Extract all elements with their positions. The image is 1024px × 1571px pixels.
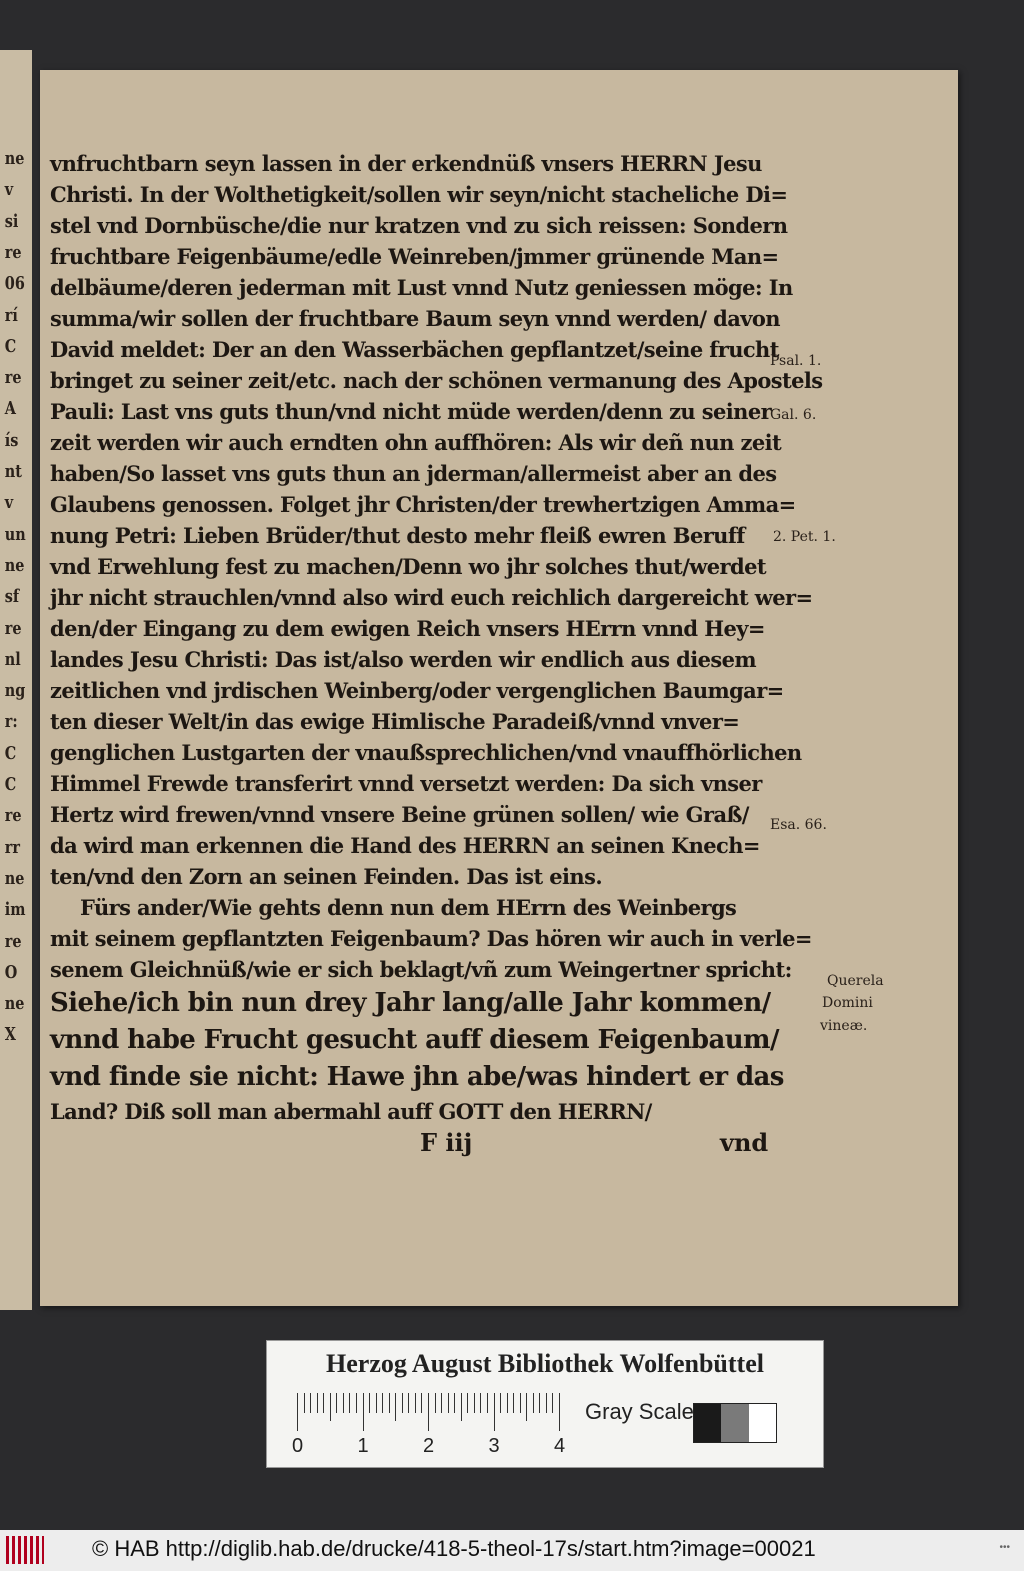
- adjacent-page-fragment: ne: [4, 993, 25, 1015]
- ruler-tick: [539, 1393, 540, 1413]
- ruler-tick: [297, 1393, 298, 1431]
- viewer-footer: [0, 1530, 1024, 1571]
- source-url[interactable]: © HAB http://diglib.hab.de/drucke/418-5-theol-17s/start.htm?image=00021: [92, 1536, 816, 1561]
- adjacent-page-fragment: re: [4, 367, 22, 389]
- adjacent-page-fragment: v: [4, 179, 14, 201]
- marginal-note-domini: Domini: [822, 995, 873, 1011]
- marginal-note-esa: Esa. 66.: [770, 817, 827, 833]
- ruler-tick: [441, 1393, 442, 1413]
- swatch-light: [749, 1404, 776, 1442]
- text-line: David meldet: Der an den Wasserbächen gepflantzet/seine frucht: [50, 337, 779, 362]
- adjacent-page-fragment: sf: [4, 586, 20, 608]
- adjacent-page-fragment: C: [4, 335, 17, 357]
- ruler-tick: [330, 1393, 331, 1421]
- ruler-tick: [435, 1393, 436, 1413]
- text-line: ten/vnd den Zorn an seinen Feinden. Das ist eins.: [50, 864, 603, 889]
- hab-logo-icon: [6, 1536, 44, 1564]
- ruler-tick: [480, 1393, 481, 1413]
- adjacent-page-edge: [0, 50, 32, 1310]
- ruler-tick: [336, 1393, 337, 1413]
- ruler-tick: [461, 1393, 462, 1421]
- ruler-tick: [395, 1393, 396, 1421]
- scale-ruler: [292, 1393, 566, 1457]
- ruler-tick: [317, 1393, 318, 1413]
- library-color-label: [266, 1340, 824, 1468]
- marginal-note-pet: 2. Pet. 1.: [773, 529, 836, 545]
- ruler-tick: [500, 1393, 501, 1413]
- ruler-tick: [448, 1393, 449, 1413]
- ruler-tick: [363, 1393, 364, 1431]
- ruler-tick: [389, 1393, 390, 1413]
- ruler-number: 0: [292, 1435, 304, 1457]
- text-line: mit seinem gepflantzten Feigenbaum? Das hören wir auch in verle=: [50, 926, 812, 951]
- marginal-note-psal: Psal. 1.: [770, 353, 822, 369]
- ruler-tick: [310, 1393, 311, 1413]
- adjacent-page-fragment: un: [4, 523, 26, 545]
- ruler-tick: [415, 1393, 416, 1413]
- adjacent-page-fragment: nl: [4, 648, 21, 670]
- ruler-number: 4: [554, 1435, 566, 1457]
- adjacent-page-fragment: ne: [4, 148, 25, 169]
- signature-mark: F iij: [420, 1128, 473, 1157]
- text-line: vnd finde sie nicht: Hawe jhn abe/was hindert er das: [50, 1062, 784, 1092]
- ruler-tick: [520, 1393, 521, 1413]
- ruler-tick: [533, 1393, 534, 1413]
- ruler-tick: [513, 1393, 514, 1413]
- ruler-tick: [494, 1393, 495, 1431]
- adjacent-page-fragment: ng: [4, 680, 26, 702]
- adjacent-page-fragment: X: [4, 1024, 16, 1046]
- adjacent-page-fragment: ís: [4, 429, 19, 451]
- text-line: haben/So lasset vns guts thun an jderman/allermeist aber an des: [50, 461, 777, 486]
- signature-line: [50, 1127, 780, 1159]
- ruler-tick: [402, 1393, 403, 1413]
- adjacent-page-fragment: re: [4, 930, 22, 952]
- gray-scale-label: Gray Scale: [585, 1399, 694, 1424]
- text-line: vnnd habe Frucht gesucht auff diesem Feigenbaum/: [50, 1025, 779, 1055]
- library-name: Herzog August Bibliothek Wolfenbüttel: [326, 1349, 764, 1378]
- swatch-dark: [694, 1404, 721, 1442]
- text-line: Christi. In der Wolthetigkeit/sollen wir seyn/nicht stacheliche Di=: [50, 182, 788, 207]
- text-line: senem Gleichnüß/wie er sich beklagt/vñ zum Weingertner spricht:: [50, 957, 792, 982]
- ruler-tick: [546, 1393, 547, 1413]
- swatch-mid: [721, 1404, 748, 1442]
- text-line: nung Petri: Lieben Brüder/thut desto mehr fleiß ewren Beruff: [50, 523, 745, 548]
- text-line: Land? Diß soll man abermahl auff GOTT den HERRN/: [50, 1099, 652, 1124]
- text-line: jhr nicht strauchlen/vnnd also wird euch reichlich dargereicht wer=: [50, 585, 813, 610]
- text-line: genglichen Lustgarten der vnaußsprechlichen/vnd vnauffhörlichen: [50, 740, 802, 765]
- ruler-tick: [507, 1393, 508, 1413]
- ruler-tick: [474, 1393, 475, 1413]
- adjacent-page-fragment: nt: [4, 461, 22, 482]
- text-line: vnfruchtbarn seyn lassen in der erkendnüß vnsers HERRN Jesu: [50, 151, 762, 176]
- text-line: da wird man erkennen die Hand des HERRN an seinen Knech=: [50, 833, 760, 858]
- text-line: Glaubens genossen. Folget jhr Christen/der trewhertzigen Amma=: [50, 492, 796, 517]
- text-line: zeitlichen vnd jrdischen Weinberg/oder vergenglichen Baumgar=: [50, 678, 784, 703]
- text-line: Pauli: Last vns guts thun/vnd nicht müde werden/denn zu seiner: [50, 399, 772, 424]
- text-line: Siehe/ich bin nun drey Jahr lang/alle Jahr kommen/: [50, 988, 771, 1018]
- adjacent-page-fragment: O: [4, 961, 18, 983]
- adjacent-page-fragment: si: [4, 210, 19, 232]
- text-line: ten dieser Welt/in das ewige Himlische Paradeiß/vnnd vnver=: [50, 709, 740, 734]
- marginal-note-querela: Querela: [827, 973, 884, 989]
- document-page: [40, 70, 958, 1306]
- adjacent-page-fragment: 06: [4, 273, 25, 295]
- text-line: stel vnd Dornbüsche/die nur kratzen vnd zu sich reissen: Sondern: [50, 213, 788, 238]
- ruler-tick: [526, 1393, 527, 1421]
- text-line: Fürs ander/Wie gehts denn nun dem HErrn des Weinbergs: [80, 895, 737, 920]
- adjacent-page-fragment: im: [4, 899, 26, 921]
- adjacent-page-fragment: ne: [4, 554, 25, 576]
- ruler-tick: [356, 1393, 357, 1413]
- ruler-number: 2: [423, 1435, 435, 1457]
- adjacent-page-fragment: v: [4, 492, 14, 514]
- ruler-tick: [304, 1393, 305, 1413]
- text-line: landes Jesu Christi: Das ist/also werden wir endlich aus diesem: [50, 647, 756, 672]
- adjacent-page-fragment: re: [4, 805, 22, 827]
- adjacent-page-fragment: C: [4, 774, 17, 795]
- text-line: den/der Eingang zu dem ewigen Reich vnsers HErrn vnnd Hey=: [50, 616, 765, 641]
- ruler-tick: [559, 1393, 560, 1431]
- text-line: vnd Erwehlung fest zu machen/Denn wo jhr solches thut/werdet: [50, 554, 766, 579]
- adjacent-page-fragment: rr: [4, 836, 20, 858]
- adjacent-page-fragment: r:: [4, 711, 18, 733]
- text-line: bringet zu seiner zeit/etc. nach der schönen vermanung des Apostels: [50, 368, 823, 393]
- ruler-tick: [408, 1393, 409, 1413]
- ruler-tick: [369, 1393, 370, 1413]
- ruler-tick: [454, 1393, 455, 1413]
- adjacent-page-fragment: re: [4, 241, 22, 263]
- ruler-tick: [376, 1393, 377, 1413]
- catchword: vnd: [720, 1128, 769, 1157]
- adjacent-page-fragment: C: [4, 742, 17, 764]
- text-line: Hertz wird frewen/vnnd vnsere Beine grünen sollen/ wie Graß/: [50, 802, 749, 827]
- text-line: Himmel Frewde transferirt vnnd versetzt werden: Da sich vnser: [50, 771, 762, 796]
- ruler-tick: [343, 1393, 344, 1413]
- ruler-tick: [323, 1393, 324, 1413]
- adjacent-page-fragment: ne: [4, 867, 25, 889]
- adjacent-page-fragment: rí: [4, 304, 18, 326]
- ruler-number: 3: [488, 1435, 500, 1457]
- text-line: delbäume/deren jederman mit Lust vnnd Nutz geniessen möge: In: [50, 275, 793, 300]
- ruler-number: 1: [357, 1435, 369, 1457]
- marginal-note-vineae: vineæ.: [820, 1018, 868, 1034]
- adjacent-page-fragment: re: [4, 617, 22, 639]
- ruler-tick: [467, 1393, 468, 1413]
- ruler-tick: [382, 1393, 383, 1413]
- ruler-tick: [552, 1393, 553, 1413]
- gray-scale-swatches: [693, 1403, 777, 1443]
- ruler-tick: [349, 1393, 350, 1413]
- more-options-icon[interactable]: •••: [999, 1542, 1010, 1553]
- adjacent-page-fragment: A: [4, 398, 16, 420]
- ruler-tick: [421, 1393, 422, 1413]
- text-line: zeit werden wir auch erndten ohn auffhören: Als wir deñ nun zeit: [50, 430, 782, 455]
- text-line: summa/wir sollen der fruchtbare Baum seyn vnnd werden/ davon: [50, 306, 780, 331]
- marginal-note-gal: Gal. 6.: [770, 407, 817, 423]
- ruler-tick: [428, 1393, 429, 1431]
- text-line: fruchtbare Feigenbäume/edle Weinreben/jmmer grünende Man=: [50, 244, 779, 269]
- ruler-tick: [487, 1393, 488, 1413]
